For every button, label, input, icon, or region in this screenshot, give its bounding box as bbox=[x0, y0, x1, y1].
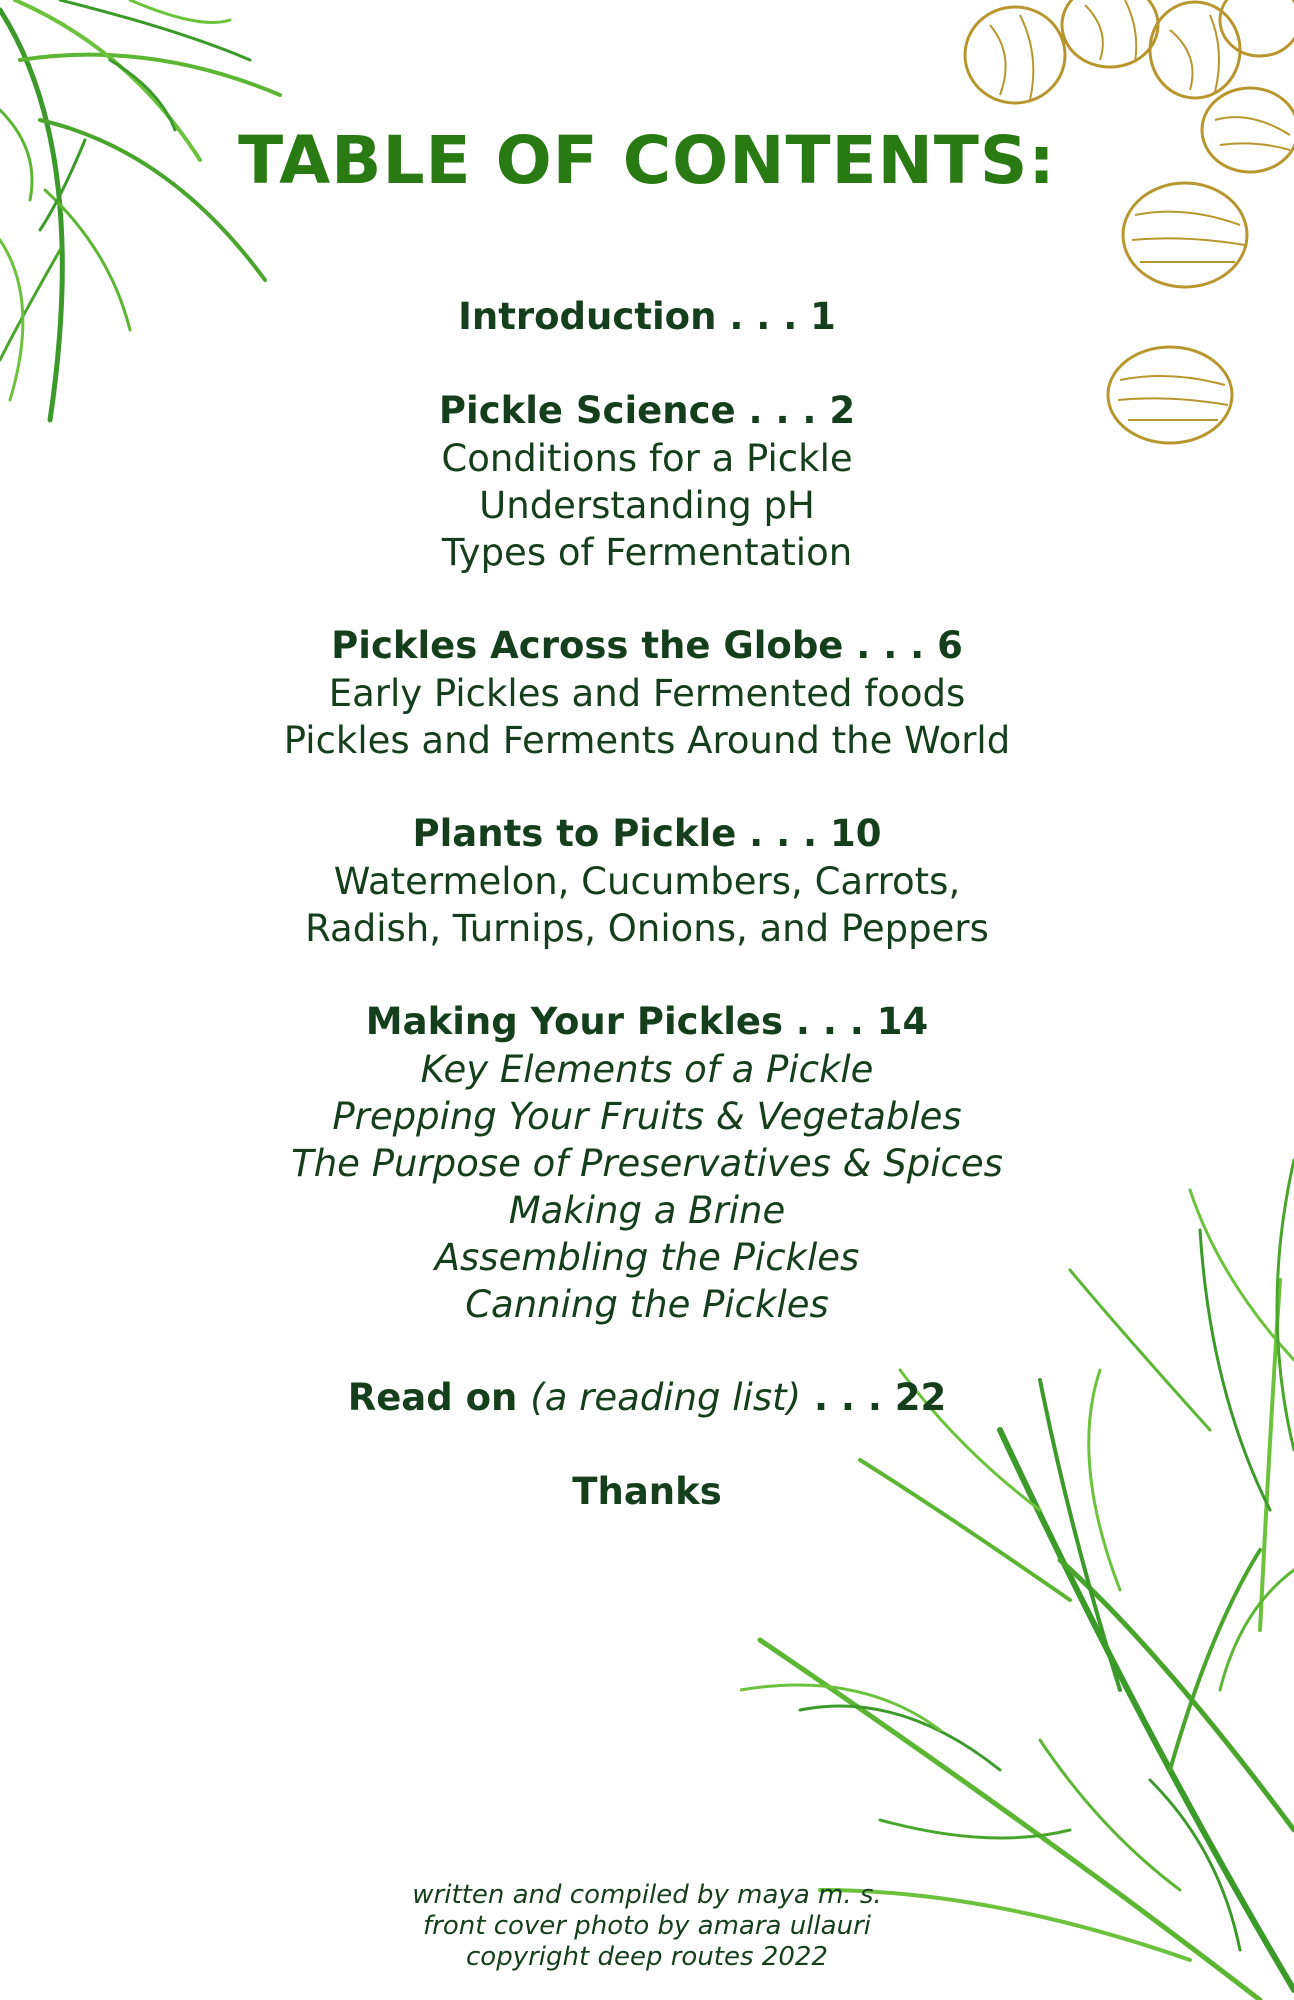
toc-section-pickle-science bbox=[0, 386, 1294, 576]
toc-section-plants bbox=[0, 809, 1294, 952]
read-on-label: Read on bbox=[347, 1376, 518, 1419]
toc-subitem: Making a Brine bbox=[508, 1189, 786, 1232]
toc-heading: Pickles Across the Globe . . . 6 bbox=[331, 624, 963, 667]
read-on-page: . . . 22 bbox=[813, 1376, 947, 1419]
credit-line: written and compiled by maya m. s. bbox=[412, 1880, 882, 1910]
toc-section-introduction bbox=[0, 292, 1294, 341]
toc-heading bbox=[0, 1373, 1294, 1422]
toc-heading: Introduction . . . 1 bbox=[458, 295, 836, 338]
toc-subitem: Conditions for a Pickle bbox=[441, 437, 853, 480]
toc-subitem: Assembling the Pickles bbox=[434, 1236, 860, 1279]
toc-subitem: Early Pickles and Fermented foods bbox=[328, 672, 966, 715]
toc-heading: Pickle Science . . . 2 bbox=[438, 389, 856, 432]
toc-subitem: The Purpose of Preservatives & Spices bbox=[291, 1142, 1003, 1185]
toc-section-thanks bbox=[0, 1467, 1294, 1516]
toc-subitem: Types of Fermentation bbox=[441, 531, 853, 574]
toc-subitem: Watermelon, Cucumbers, Carrots, bbox=[333, 860, 961, 903]
page-title: TABLE OF CONTENTS: bbox=[238, 122, 1056, 199]
credits bbox=[0, 1880, 1294, 1973]
toc-section-read-on bbox=[0, 1373, 1294, 1422]
table-of-contents bbox=[0, 292, 1294, 1561]
toc-subitem: Prepping Your Fruits & Vegetables bbox=[332, 1095, 962, 1138]
toc-heading: Making Your Pickles . . . 14 bbox=[365, 1000, 929, 1043]
toc-heading: Plants to Pickle . . . 10 bbox=[412, 812, 882, 855]
toc-heading: Thanks bbox=[572, 1470, 722, 1513]
toc-subitem: Radish, Turnips, Onions, and Peppers bbox=[305, 907, 989, 950]
toc-subitem: Understanding pH bbox=[479, 484, 815, 527]
credit-line: front cover photo by amara ullauri bbox=[423, 1911, 871, 1941]
toc-section-across-globe bbox=[0, 621, 1294, 764]
toc-subitem: Key Elements of a Pickle bbox=[420, 1048, 874, 1091]
toc-subitem: Pickles and Ferments Around the World bbox=[283, 719, 1011, 762]
toc-subitem: Canning the Pickles bbox=[465, 1283, 829, 1326]
toc-section-making bbox=[0, 997, 1294, 1328]
credit-line: copyright deep routes 2022 bbox=[466, 1942, 828, 1972]
read-on-note: (a reading list) bbox=[530, 1376, 802, 1419]
